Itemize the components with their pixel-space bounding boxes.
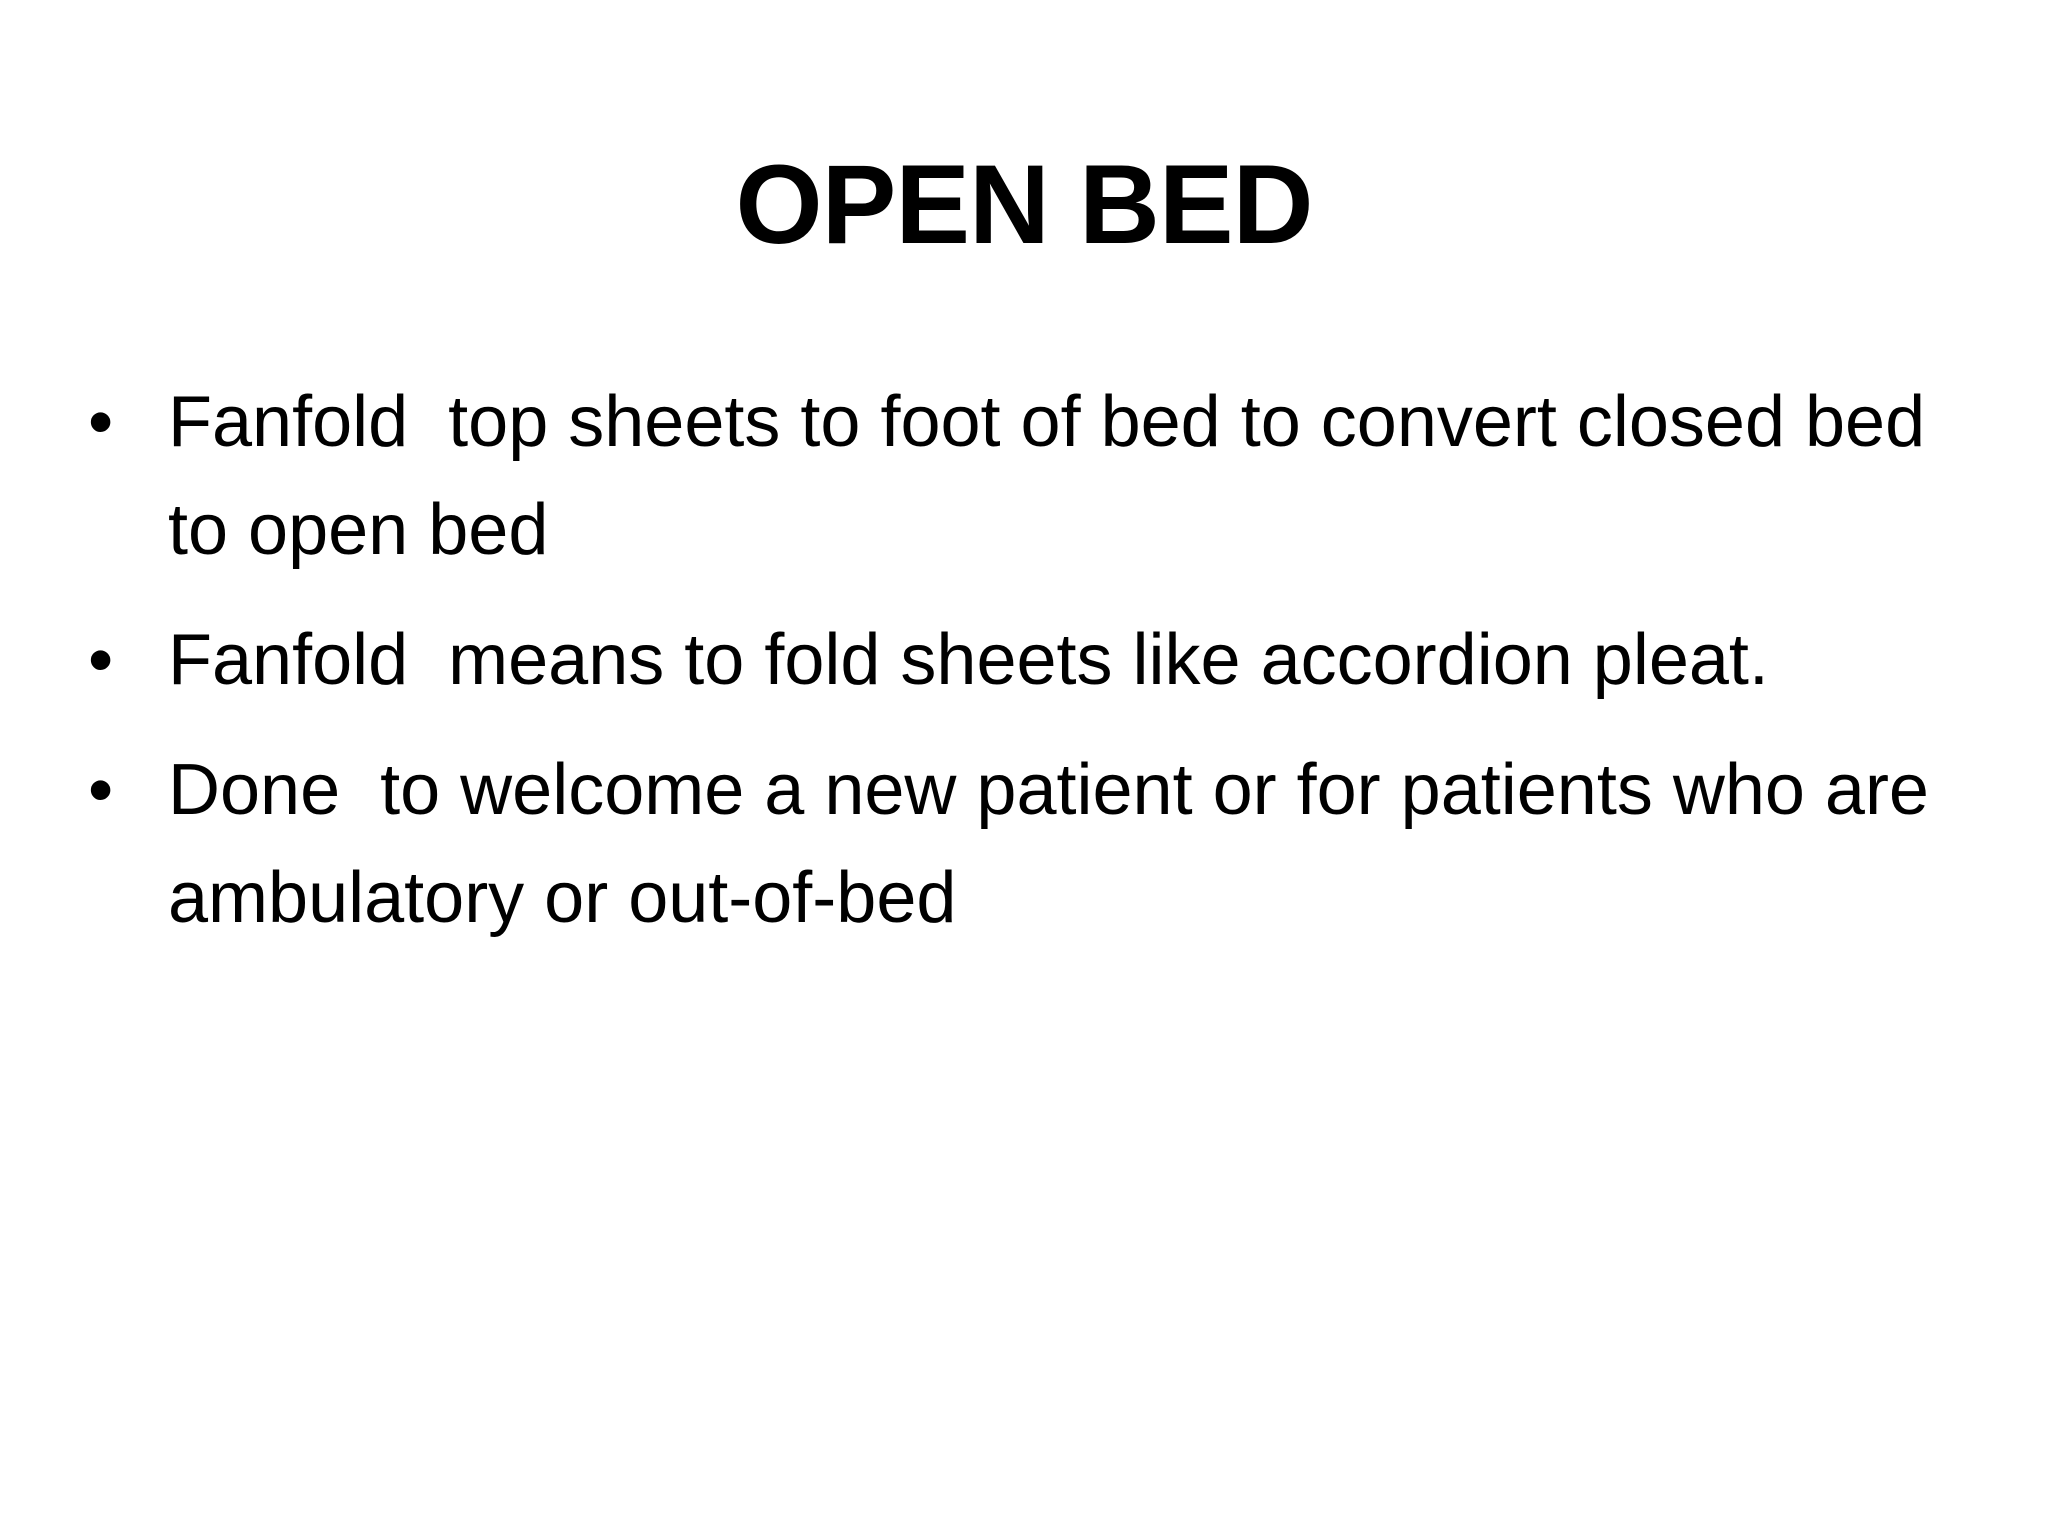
- bullet-icon: •: [88, 750, 114, 830]
- bullet-icon: •: [88, 382, 114, 462]
- bullet-item-fanfold-meaning: [88, 606, 1988, 714]
- bullet-icon: •: [88, 620, 114, 700]
- slide-title: OPEN BED: [735, 142, 1313, 267]
- bullet-item-done-to-welcome: [88, 736, 1988, 952]
- bullet-item-fanfold-top-sheets: [88, 368, 1988, 584]
- bullet-text: Fanfold means to fold sheets like accordion pleat.: [168, 620, 1769, 700]
- bullet-list: [88, 368, 1988, 974]
- bullet-text: Fanfold top sheets to foot of bed to convert closed bed to open bed: [168, 382, 1946, 570]
- bullet-text: Done to welcome a new patient or for patients who are ambulatory or out-of-bed: [168, 750, 1949, 938]
